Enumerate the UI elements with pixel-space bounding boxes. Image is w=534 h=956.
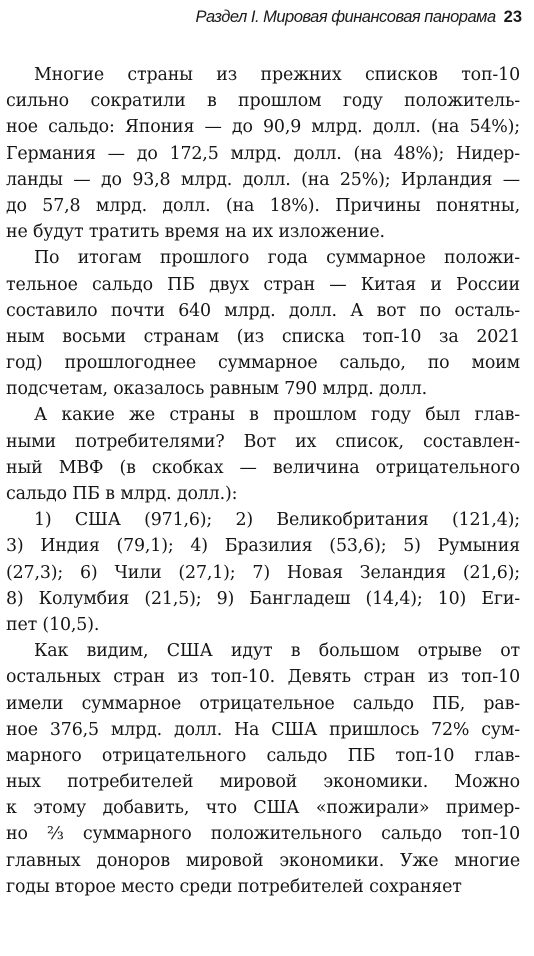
text-line: к этому добавить, что США «пожирали» пример- — [6, 798, 520, 819]
paragraph — [6, 245, 520, 402]
text-line: А какие же страны в прошлом году был глав- — [34, 405, 520, 426]
text-line: год) прошлогоднее суммарное сальдо, по моим — [6, 353, 520, 374]
text-line: (27,3); 6) Чили (27,1); 7) Новая Зеландия (21,6); — [6, 562, 520, 583]
text-line: 1) США (971,6); 2) Великобритания (121,4); — [34, 510, 520, 531]
text-line: Многие страны из прежних списков топ-10 — [34, 65, 520, 85]
text-line: но ⅔ суммарного положительного сальдо топ-10 — [6, 824, 520, 845]
page-number: 23 — [503, 8, 522, 26]
text-line: до 57,8 млрд. долл. (на 18%). Причины понятны, — [6, 195, 520, 216]
text-line: Как видим, США идут в большом отрыве от — [34, 641, 520, 662]
text-line: пет (10,5). — [6, 614, 100, 635]
paragraph — [6, 638, 520, 900]
text-line: годы второе место среди потребителей сохраняет — [6, 876, 462, 897]
text-line: 3) Индия (79,1); 4) Бразилия (53,6); 5) Румыния — [6, 536, 520, 557]
text-line: ным восьми странам (из списка топ-10 за 2021 — [6, 326, 520, 347]
paragraph — [6, 62, 520, 245]
text-line: По итогам прошлого года суммарное положи- — [34, 248, 520, 269]
text-line: ных потребителей мировой экономики. Можно — [6, 772, 520, 793]
text-line: главных доноров мировой экономики. Уже многие — [6, 850, 520, 871]
text-line: сальдо ПБ в млрд. долл.): — [6, 484, 238, 504]
paragraph — [6, 402, 520, 507]
text-line: ными потребителями? Вот их список, составлен- — [6, 431, 520, 452]
text-line: 8) Колумбия (21,5); 9) Бангладеш (14,4); 10) Еги- — [6, 588, 520, 609]
text-line: подсчетам, оказалось равным 790 млрд. долл. — [6, 379, 428, 400]
text-line: ланды — до 93,8 млрд. долл. (на 25%); Ирландия — — [6, 169, 520, 190]
text-line: не будут тратить время на их изложение. — [6, 222, 385, 243]
section-title: Раздел I. Мировая финансовая панорама — [195, 8, 496, 26]
body-text — [6, 62, 520, 900]
text-line: ное сальдо: Япония — до 90,9 млрд. долл. (на 54%); — [6, 117, 520, 138]
paragraph — [6, 507, 520, 638]
text-line: составило почти 640 млрд. долл. А вот по осталь- — [6, 300, 520, 321]
text-line: Германия — до 172,5 млрд. долл. (на 48%); Нидер- — [6, 143, 520, 164]
text-line: марного отрицательного сальдо ПБ топ-10 глав- — [6, 745, 520, 766]
text-line: имели суммарное отрицательное сальдо ПБ, рав- — [6, 693, 520, 714]
text-line: ное 376,5 млрд. долл. На США пришлось 72% сум- — [6, 719, 520, 740]
running-head — [195, 7, 522, 27]
text-line: тельное сальдо ПБ двух стран — Китая и России — [6, 274, 520, 295]
text-line: остальных стран из топ-10. Девять стран из топ-10 — [6, 667, 520, 688]
text-line: сильно сократили в прошлом году положитель- — [6, 91, 520, 112]
text-line: ный МВФ (в скобках — величина отрицательного — [6, 457, 520, 478]
